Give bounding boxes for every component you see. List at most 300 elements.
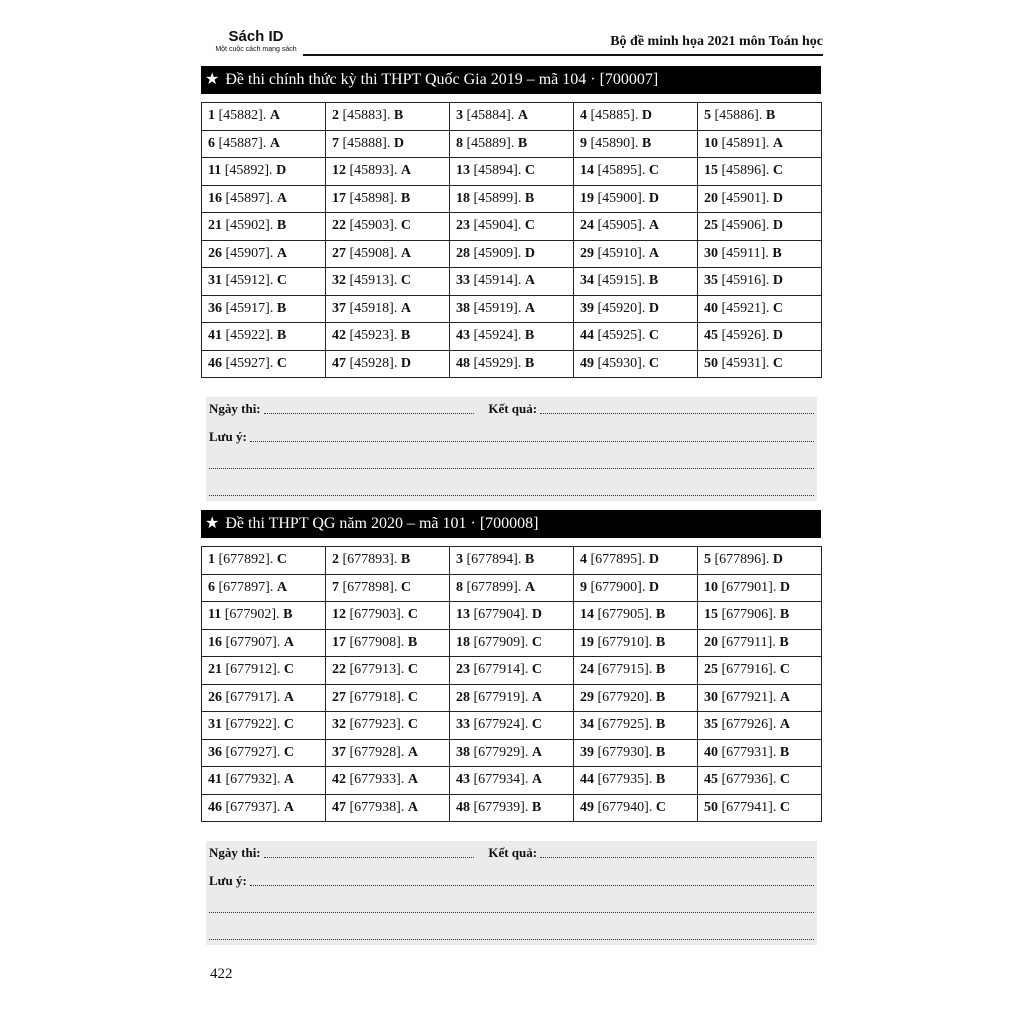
question-number: 5 (704, 108, 711, 124)
question-id: [677931]. (721, 744, 777, 760)
answer-letter: B (524, 552, 535, 568)
question-number: 21 (208, 662, 222, 678)
answer-letter: B (524, 328, 535, 344)
answer-letter: C (400, 579, 411, 595)
answer-letter: B (393, 108, 404, 124)
question-id: [45924]. (473, 328, 522, 344)
question-number: 42 (332, 772, 346, 788)
answer-letter: B (772, 245, 782, 261)
answer-cell (698, 268, 822, 296)
question-id: [45923]. (349, 328, 398, 344)
answer-cell (698, 657, 822, 685)
question-number: 17 (332, 190, 346, 206)
answer-letter: A (531, 744, 542, 760)
note-field-extra[interactable] (209, 938, 814, 940)
table-row (202, 268, 822, 296)
question-number: 34 (580, 717, 594, 733)
answer-letter: D (400, 355, 411, 371)
answer-letter: A (524, 273, 535, 289)
question-number: 26 (208, 689, 222, 705)
answer-letter: D (641, 108, 652, 124)
answer-letter: A (400, 300, 411, 316)
question-number: 13 (456, 163, 470, 179)
notes-box-2020 (206, 841, 817, 945)
question-number: 26 (208, 245, 222, 261)
answer-cell (450, 767, 574, 795)
answer-cell (326, 295, 450, 323)
answer-letter: C (531, 717, 542, 733)
question-number: 41 (208, 772, 222, 788)
answer-cell (698, 323, 822, 351)
page-header (201, 28, 823, 58)
answer-cell (698, 350, 822, 378)
question-id: [677918]. (349, 689, 405, 705)
answer-cell (202, 547, 326, 575)
answer-cell (450, 684, 574, 712)
question-number: 50 (704, 799, 718, 815)
answer-letter: A (283, 689, 294, 705)
question-number: 49 (580, 799, 594, 815)
question-number: 8 (456, 579, 463, 595)
question-number: 30 (704, 245, 718, 261)
answer-cell (698, 629, 822, 657)
question-number: 48 (456, 799, 470, 815)
answer-cell (698, 158, 822, 186)
question-id: [45905]. (597, 218, 646, 234)
answer-letter: C (655, 799, 666, 815)
question-number: 9 (580, 135, 587, 151)
answer-cell (326, 767, 450, 795)
question-number: 8 (456, 135, 463, 151)
question-id: [45896]. (721, 163, 770, 179)
answer-cell (202, 657, 326, 685)
answer-cell (326, 794, 450, 822)
answer-cell (574, 350, 698, 378)
question-number: 24 (580, 662, 594, 678)
answer-letter: C (407, 717, 418, 733)
answer-letter: A (276, 579, 287, 595)
answer-cell (574, 103, 698, 131)
answer-cell (202, 739, 326, 767)
question-id: [677933]. (349, 772, 405, 788)
answer-cell (574, 323, 698, 351)
answer-table-2019 (201, 102, 822, 378)
question-id: [677898]. (342, 579, 398, 595)
result-label: Kết quả: (488, 845, 538, 860)
answer-cell (202, 602, 326, 630)
question-id: [45917]. (225, 300, 274, 316)
result-field[interactable] (540, 412, 814, 414)
question-id: [45927]. (225, 355, 274, 371)
question-number: 1 (208, 108, 215, 124)
answer-letter: A (269, 108, 280, 124)
answer-letter: B (779, 634, 789, 650)
question-number: 18 (456, 190, 470, 206)
answer-letter: B (655, 662, 666, 678)
answer-letter: C (779, 799, 790, 815)
header-rule (303, 54, 823, 56)
table-row (202, 547, 822, 575)
question-id: [45908]. (349, 245, 398, 261)
section-title-2020 (201, 510, 821, 538)
table-row (202, 103, 822, 131)
answer-letter: B (641, 135, 652, 151)
answer-letter: A (283, 799, 294, 815)
question-id: [45913]. (349, 273, 398, 289)
answer-letter: C (276, 355, 287, 371)
question-id: [45890]. (590, 135, 639, 151)
date-field[interactable] (264, 412, 475, 414)
question-id: [677893]. (342, 552, 398, 568)
question-number: 36 (208, 744, 222, 760)
date-label: Ngày thi: (209, 845, 261, 860)
question-number: 40 (704, 744, 718, 760)
question-id: [677895]. (590, 552, 646, 568)
book-title: Bộ đề minh họa 2021 môn Toán học (610, 34, 823, 49)
answer-cell (698, 574, 822, 602)
answer-cell (574, 657, 698, 685)
note-line-extra (209, 927, 814, 943)
question-id: [677892]. (218, 552, 274, 568)
answer-cell (574, 295, 698, 323)
question-number: 36 (208, 300, 222, 316)
answer-letter: C (772, 163, 783, 179)
answer-cell (326, 629, 450, 657)
question-number: 29 (580, 689, 594, 705)
answer-letter: B (655, 717, 666, 733)
answer-cell (450, 712, 574, 740)
question-id: [45901]. (721, 190, 770, 206)
question-id: [45895]. (597, 163, 646, 179)
answer-letter: B (655, 689, 666, 705)
answer-letter: B (276, 218, 287, 234)
question-number: 28 (456, 689, 470, 705)
answer-cell (574, 240, 698, 268)
answer-cell (202, 103, 326, 131)
question-number: 27 (332, 245, 346, 261)
question-number: 22 (332, 662, 346, 678)
answer-letter: B (400, 552, 411, 568)
answer-letter: D (772, 273, 783, 289)
note-field-extra[interactable] (209, 494, 814, 496)
answer-cell (326, 574, 450, 602)
question-id: [45903]. (349, 218, 398, 234)
answer-cell (202, 185, 326, 213)
question-number: 5 (704, 552, 711, 568)
note-line-extra (209, 900, 814, 916)
question-number: 4 (580, 552, 587, 568)
answer-letter: C (276, 273, 287, 289)
question-number: 30 (704, 689, 718, 705)
question-number: 47 (332, 799, 346, 815)
answer-letter: D (772, 218, 783, 234)
question-id: [677912]. (225, 662, 281, 678)
answer-cell (450, 103, 574, 131)
answer-letter: C (772, 355, 783, 371)
question-id: [45920]. (597, 300, 646, 316)
answer-cell (574, 712, 698, 740)
brand-logo (201, 28, 311, 54)
question-id: [45921]. (721, 300, 770, 316)
question-number: 50 (704, 355, 718, 371)
question-id: [677935]. (597, 772, 653, 788)
answer-letter: B (648, 273, 659, 289)
table-row (202, 712, 822, 740)
question-id: [677901]. (721, 579, 777, 595)
note-field-extra[interactable] (209, 467, 814, 469)
answer-cell (698, 185, 822, 213)
answer-cell (698, 103, 822, 131)
answer-letter: D (648, 300, 659, 316)
answer-letter: D (531, 607, 542, 623)
answer-cell (326, 657, 450, 685)
answer-letter: D (779, 579, 790, 595)
answer-letter: B (400, 328, 411, 344)
question-number: 32 (332, 273, 346, 289)
answer-letter: A (407, 772, 418, 788)
answer-cell (574, 547, 698, 575)
question-id: [677896]. (714, 552, 770, 568)
section-title-text: Đề thi chính thức kỳ thi THPT Quốc Gia 2019 – mã 104 · [700007] (225, 71, 659, 88)
note-field[interactable] (250, 440, 814, 442)
question-id: [45914]. (473, 273, 522, 289)
question-id: [677903]. (349, 607, 405, 623)
notes-box-2019 (206, 397, 817, 501)
answer-cell (574, 739, 698, 767)
question-id: [45931]. (721, 355, 770, 371)
question-id: [677940]. (597, 799, 653, 815)
table-row (202, 767, 822, 795)
answer-letter: B (524, 190, 535, 206)
question-number: 17 (332, 634, 346, 650)
question-id: [677941]. (721, 799, 777, 815)
answer-letter: A (779, 689, 790, 705)
answer-letter: B (400, 190, 411, 206)
answer-cell (202, 574, 326, 602)
question-number: 14 (580, 163, 594, 179)
question-number: 27 (332, 689, 346, 705)
answer-letter: C (779, 772, 790, 788)
question-id: [45904]. (473, 218, 522, 234)
question-id: [45883]. (342, 108, 391, 124)
question-id: [677906]. (721, 607, 777, 623)
question-id: [677932]. (225, 772, 281, 788)
page-number: 422 (210, 966, 233, 982)
question-number: 46 (208, 799, 222, 815)
answer-cell (326, 712, 450, 740)
question-number: 40 (704, 300, 718, 316)
answer-letter: D (648, 552, 659, 568)
question-id: [45926]. (721, 328, 770, 344)
question-id: [45911]. (721, 245, 769, 261)
question-id: [45929]. (473, 355, 522, 371)
answer-letter: C (283, 744, 294, 760)
date-result-line (209, 401, 814, 417)
note-field-extra[interactable] (209, 911, 814, 913)
question-number: 13 (456, 607, 470, 623)
brand-tagline: Một cuộc cách mạng sách (215, 46, 297, 53)
question-id: [45898]. (349, 190, 398, 206)
question-number: 33 (456, 717, 470, 733)
answer-cell (698, 213, 822, 241)
answer-letter: C (531, 662, 542, 678)
question-number: 3 (456, 552, 463, 568)
answer-letter: C (779, 662, 790, 678)
answer-cell (698, 794, 822, 822)
question-id: [677938]. (349, 799, 405, 815)
answer-cell (450, 574, 574, 602)
question-id: [45907]. (225, 245, 274, 261)
question-id: [677897]. (218, 579, 274, 595)
answer-cell (450, 240, 574, 268)
answer-cell (450, 629, 574, 657)
question-number: 34 (580, 273, 594, 289)
question-id: [677910]. (597, 634, 653, 650)
answer-letter: D (393, 135, 404, 151)
answer-letter: B (531, 799, 542, 815)
question-id: [677934]. (473, 772, 529, 788)
note-field[interactable] (250, 884, 814, 886)
answer-letter: A (276, 190, 287, 206)
question-number: 42 (332, 328, 346, 344)
question-id: [45916]. (721, 273, 770, 289)
answer-cell (698, 547, 822, 575)
question-number: 14 (580, 607, 594, 623)
table-row (202, 629, 822, 657)
question-id: [677908]. (349, 634, 405, 650)
answer-cell (202, 295, 326, 323)
question-id: [45884]. (466, 108, 515, 124)
answer-cell (698, 295, 822, 323)
answer-letter: B (655, 744, 666, 760)
question-id: [45892]. (224, 163, 273, 179)
question-number: 6 (208, 579, 215, 595)
answer-cell (450, 547, 574, 575)
question-number: 25 (704, 218, 718, 234)
answer-cell (202, 712, 326, 740)
answer-cell (450, 323, 574, 351)
question-number: 20 (704, 634, 718, 650)
note-line (209, 873, 814, 889)
answer-cell (450, 602, 574, 630)
question-number: 6 (208, 135, 215, 151)
question-id: [45915]. (597, 273, 646, 289)
answer-letter: A (524, 300, 535, 316)
question-number: 3 (456, 108, 463, 124)
question-id: [677916]. (721, 662, 777, 678)
answer-cell (202, 323, 326, 351)
question-id: [677920]. (597, 689, 653, 705)
question-number: 12 (332, 607, 346, 623)
table-row (202, 739, 822, 767)
answer-letter: D (276, 163, 287, 179)
answer-cell (574, 185, 698, 213)
question-id: [45893]. (349, 163, 398, 179)
answer-letter: A (407, 799, 418, 815)
question-number: 39 (580, 300, 594, 316)
question-id: [45902]. (225, 218, 274, 234)
question-number: 31 (208, 717, 222, 733)
question-id: [677914]. (473, 662, 529, 678)
answer-letter: D (772, 552, 783, 568)
question-id: [677923]. (349, 717, 405, 733)
question-number: 33 (456, 273, 470, 289)
question-number: 21 (208, 218, 222, 234)
question-number: 49 (580, 355, 594, 371)
answer-cell (450, 739, 574, 767)
question-number: 35 (704, 273, 718, 289)
question-number: 44 (580, 772, 594, 788)
section-title-text: Đề thi THPT QG năm 2020 – mã 101 · [700008] (225, 515, 539, 532)
question-number: 7 (332, 135, 339, 151)
answer-letter: B (517, 135, 528, 151)
answer-cell (326, 130, 450, 158)
answer-letter: C (648, 328, 659, 344)
question-id: [677900]. (590, 579, 646, 595)
question-id: [677911]. (721, 634, 776, 650)
answer-letter: B (524, 355, 535, 371)
answer-letter: B (407, 634, 418, 650)
table-row (202, 794, 822, 822)
answer-letter: D (648, 579, 659, 595)
question-number: 9 (580, 579, 587, 595)
answer-letter: B (276, 300, 287, 316)
answer-cell (450, 794, 574, 822)
question-number: 11 (208, 163, 222, 179)
answer-cell (202, 240, 326, 268)
date-result-line (209, 845, 814, 861)
answer-letter: C (283, 662, 294, 678)
table-row (202, 323, 822, 351)
question-number: 16 (208, 634, 222, 650)
answer-cell (202, 130, 326, 158)
result-field[interactable] (540, 856, 814, 858)
question-id: [45886]. (714, 108, 763, 124)
answer-cell (698, 767, 822, 795)
answer-letter: C (407, 607, 418, 623)
table-row (202, 158, 822, 186)
answer-cell (326, 602, 450, 630)
question-number: 29 (580, 245, 594, 261)
question-id: [45930]. (597, 355, 646, 371)
answer-letter: C (283, 717, 294, 733)
answer-letter: C (524, 163, 535, 179)
answer-cell (450, 350, 574, 378)
answer-cell (202, 213, 326, 241)
table-row (202, 240, 822, 268)
table-row (202, 130, 822, 158)
answer-letter: C (407, 662, 418, 678)
question-id: [677913]. (349, 662, 405, 678)
question-id: [677939]. (473, 799, 529, 815)
question-id: [677904]. (473, 607, 529, 623)
table-row (202, 295, 822, 323)
answer-letter: C (648, 355, 659, 371)
answer-cell (574, 767, 698, 795)
answer-cell (698, 739, 822, 767)
question-id: [677921]. (721, 689, 777, 705)
date-field[interactable] (264, 856, 475, 858)
answer-cell (202, 684, 326, 712)
answer-cell (574, 268, 698, 296)
question-id: [45919]. (473, 300, 522, 316)
answer-letter: C (648, 163, 659, 179)
question-number: 35 (704, 717, 718, 733)
table-row (202, 350, 822, 378)
question-number: 1 (208, 552, 215, 568)
answer-letter: A (531, 772, 542, 788)
question-id: [677926]. (721, 717, 777, 733)
